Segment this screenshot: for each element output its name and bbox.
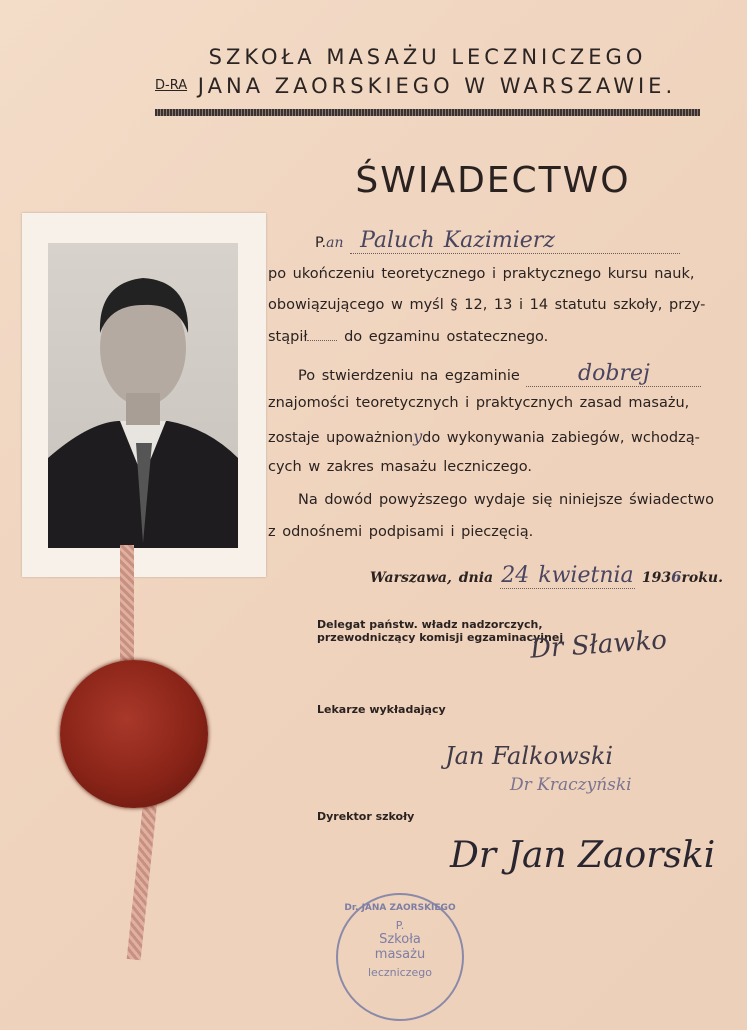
date-line xyxy=(370,563,723,589)
text: przewodniczący komisji egzaminacyjnej xyxy=(317,631,564,644)
text: zostaje upoważnion xyxy=(268,430,414,446)
exam-grade: dobrej xyxy=(526,361,701,387)
recipient-title-hand: an xyxy=(326,235,344,251)
delegate-signature: Dr Sławko xyxy=(529,625,668,665)
recipient-prefix: P. xyxy=(315,235,327,251)
recipient-line xyxy=(315,228,700,254)
text: do egzaminu ostatecznego. xyxy=(344,329,549,345)
body-line-6 xyxy=(268,427,700,446)
year-prefix: 193 xyxy=(641,570,672,586)
wax-seal xyxy=(60,660,208,808)
date-day-month: 24 kwietnia xyxy=(501,563,634,588)
text: Delegat państw. władz nadzorczych, xyxy=(317,618,543,631)
stamp-text: leczniczego xyxy=(368,966,432,979)
body-line-1: po ukończeniu teoretycznego i praktycznego kursu nauk, xyxy=(268,266,695,282)
seal-cord-upper xyxy=(120,545,134,665)
photo-frame xyxy=(22,213,266,577)
body-line-8: Na dowód powyższego wydaje się niniejsze świadectwo xyxy=(298,492,714,508)
delegate-label xyxy=(317,618,563,644)
lecturer-signature-1: Jan Falkowski xyxy=(445,742,614,770)
portrait-photo xyxy=(48,243,238,548)
stamp-ring-text: Dr. JANA ZAORSKIEGO xyxy=(344,903,456,913)
place: Warszawa, dnia xyxy=(370,570,494,586)
header-rule xyxy=(155,109,700,116)
stamp-text: masażu xyxy=(374,947,426,962)
body-line-7: cych w zakres masażu leczniczego. xyxy=(268,459,532,475)
stamp-text: Szkoła xyxy=(379,932,421,947)
body-line-3 xyxy=(268,329,548,345)
body-line-5: znajomości teoretycznych i praktycznych zasad masażu, xyxy=(268,395,690,411)
lecturer-signature-2: Dr Kraczyński xyxy=(510,775,632,795)
lecturers-label: Lekarze wykładający xyxy=(317,703,446,716)
gender-suffix-hand: y xyxy=(413,427,423,446)
seal-cord-lower xyxy=(127,800,158,961)
text: Po stwierdzeniu na egzaminie xyxy=(298,368,520,384)
body-line-2: obowiązującego w myśl § 12, 13 i 14 statutu szkoły, przy- xyxy=(268,297,706,313)
doctor-prefix: D-RA xyxy=(155,78,188,93)
body-line-4 xyxy=(298,361,701,387)
recipient-name: Paluch Kazimierz xyxy=(350,228,680,254)
director-label: Dyrektor szkoły xyxy=(317,810,415,823)
document-title: ŚWIADECTWO xyxy=(355,160,631,201)
stamp-text: P. xyxy=(395,919,405,932)
school-name-text: JANA ZAORSKIEGO W WARSZAWIE. xyxy=(197,74,677,98)
text: do wykonywania zabiegów, wchodzą- xyxy=(422,430,700,446)
school-stamp xyxy=(336,893,464,1021)
school-name-line1: SZKOŁA MASAŻU LECZNICZEGO xyxy=(208,45,647,69)
year-digit: 6 xyxy=(671,568,682,586)
school-name-line2 xyxy=(155,74,700,98)
year-suffix: roku. xyxy=(681,570,723,586)
body-line-9: z odnośnemi podpisami i pieczęcią. xyxy=(268,524,534,540)
director-signature: Dr Jan Zaorski xyxy=(450,835,716,876)
text: stąpił xyxy=(268,329,308,345)
